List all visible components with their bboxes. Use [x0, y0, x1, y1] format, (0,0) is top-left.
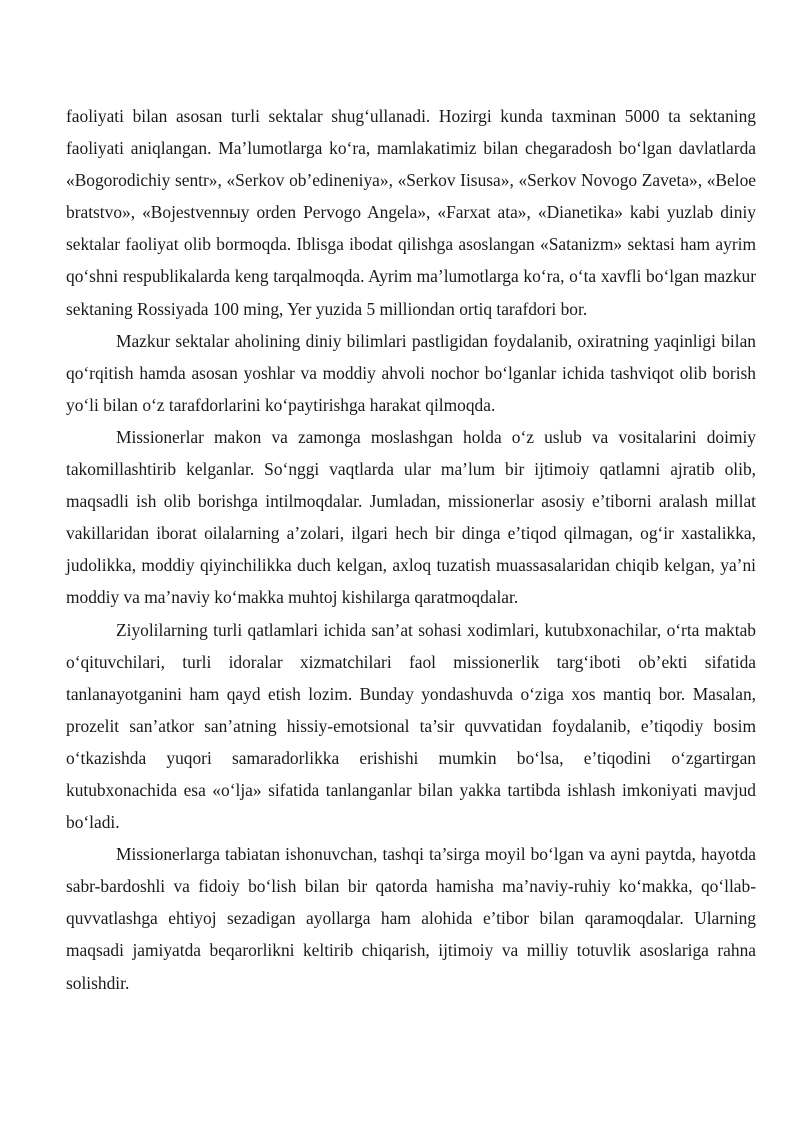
paragraph-sects-tactics: Mazkur sektalar aholining diniy bilimlari pastligidan foydalanib, oxiratning yaqinligi bilan qo‘rqitish hamda asosan yoshlar va moddiy ahvoli nochor bo‘lganlar ichida tashviqot olib borish yo‘li bilan o‘z tarafdorlarini ko‘paytirishga harakat qilmoqda. — [66, 330, 756, 415]
paragraph-women-targets: Missionerlarga tabiatan ishonuvchan, tashqi ta’sirga moyil bo‘lgan va ayni paytda, hayotda sabr-bardoshli va fidoiy bo‘lish bilan bir qatorda hamisha ma’naviy-ruhiy ko‘makka, qo‘llab-quvvatlashga ehtiyoj sezadigan ayollarga ham alohida e’tibor bilan qaramoqdalar. Ularning maqsadi jamiyatda beqarorlikni keltirib chiqarish, ijtimoiy va milliy totuvlik asoslariga rahna solishdir. — [66, 844, 756, 993]
paragraph-intelligentsia: Ziyolilarning turli qatlamlari ichida san’at sohasi xodimlari, kutubxonachilar, o‘rta maktab o‘qituvchilari, turli idoralar xizmatchilari faol missionerlik targ‘iboti ob’ekti sifatida tanlanayotganini ham qayd etish lozim. Bunday yondashuvda o‘ziga xos mantiq bor. Masalan, prozelit san’atkor san’atning hissiy-emotsional ta’sir quvvatidan foydalanib, e’tiqodiy bosim o‘tkazishda yuqori samaradorlikka erishishi mumkin bo‘lsa, e’tiqodini o‘zgartirgan kutubxonachida esa «o‘lja» sifatida tanlanganlar bilan yakka tartibda ishlash imkoniyati mavjud bo‘ladi. — [66, 619, 756, 833]
paragraph-missionaries-methods: Missionerlar makon va zamonga moslashgan holda o‘z uslub va vositalarini doimiy takomillashtirib kelganlar. So‘nggi vaqtlarda ular ma’lum bir ijtimoiy qatlamni ajratib olib, maqsadli ish olib borishga intilmoqdalar. Jumladan, missionerlar asosiy e’tiborni aralash millat vakillaridan iborat oilalarning a’zolari, ilgari hech bir dinga e’tiqod qilmagan, og‘ir xastalikka, judolikka, moddiy qiyinchilikka duch kelgan, axloq tuzatish muassasalaridan chiqib kelgan, ya’ni moddiy va ma’naviy ko‘makka muhtoj kishilarga qaratmoqdalar. — [66, 426, 756, 608]
paragraph-continued: faoliyati bilan asosan turli sektalar shug‘ullanadi. Hozirgi kunda taxminan 5000 ta sektaning faoliyati aniqlangan. Ma’lumotlarga ko‘ra, mamlakatimiz bilan chegaradosh bo‘lgan davlatlarda «Bogorodichiy sentr», «Serkov ob’edineniya», «Serkov Iisusa», «Serkov Novogo Zaveta», «Beloe bratstvo», «Bojestvennыy orden Pervogo Angela», «Farxat ata», «Dianetika» kabi yuzlab diniy sektalar faoliyat olib bormoqda. Iblisga ibodat qilishga asoslangan «Satanizm» sektasi ham ayrim qo‘shni respublikalarda keng tarqalmoqda. Ayrim ma’lumotlarga ko‘ra, o‘ta xavfli bo‘lgan mazkur sektaning Rossiyada 100 ming, Yer yuzida 5 milliondan ortiq tarafdori bor. — [66, 106, 756, 319]
document-page — [66, 100, 756, 999]
